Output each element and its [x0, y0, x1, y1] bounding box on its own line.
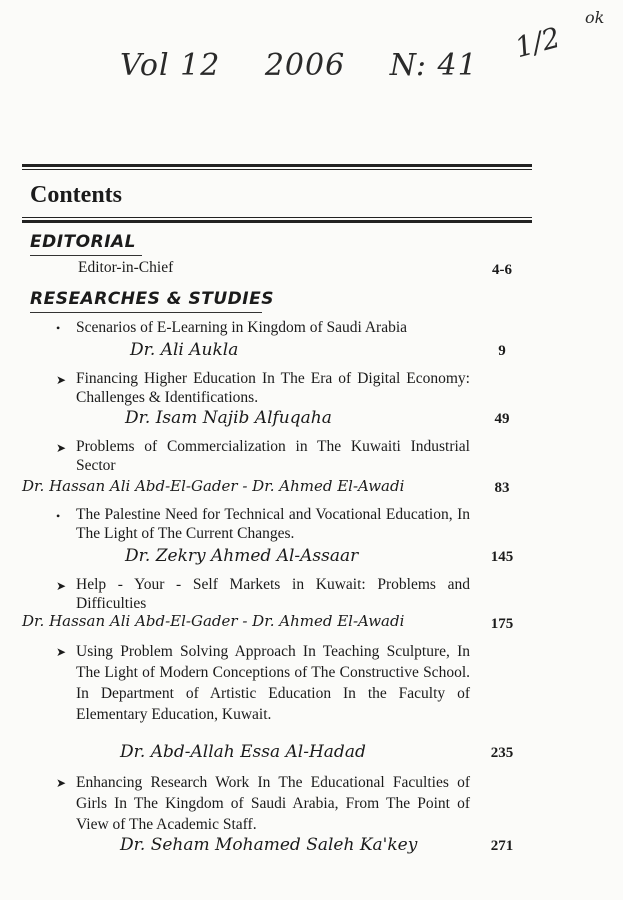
study-item-6-page: 235 [490, 745, 514, 761]
study-item-7-author: Dr. Seham Mohamed Saleh Ka'key [120, 835, 418, 855]
study-item-4-title: The Palestine Need for Technical and Vocational Education, In The Light of The Current Changes. [76, 506, 470, 542]
study-item-7-page: 271 [490, 838, 514, 854]
study-item-1-page: 9 [498, 343, 506, 359]
study-item-2-title: Financing Higher Education In The Era of Digital Economy: Challenges & Identifications. [76, 370, 470, 406]
study-item-7-title: Enhancing Research Work In The Educational Faculties of Girls In The Kingdom of Saudi Arabia, From The Point of View of The Academic Staff. [76, 774, 470, 833]
handwritten-year: 2006 [264, 48, 346, 83]
study-item-5-page: 175 [490, 616, 514, 632]
section-studies-title: RESEARCHES & STUDIES [30, 289, 274, 309]
contents-heading: Contents [30, 182, 123, 208]
section-editorial-title: EDITORIAL [30, 232, 137, 252]
bullet-marker: ➤ [56, 373, 67, 387]
handwritten-page-fraction: 1/2 [511, 20, 564, 65]
section-studies-underline [30, 312, 262, 313]
study-item-3-author: Dr. Hassan Ali Abd-El-Gader - Dr. Ahmed El-Awadi [22, 477, 405, 495]
bullet-marker: • [56, 509, 61, 523]
bullet-marker: ➤ [56, 441, 67, 455]
study-item-3-page: 83 [494, 480, 510, 496]
bullet-marker: • [56, 321, 61, 335]
bullet-marker: ➤ [56, 776, 67, 790]
study-item-6-author: Dr. Abd-Allah Essa Al-Hadad [120, 742, 366, 762]
top-rule-thin [22, 169, 532, 170]
study-item-6-title: Using Problem Solving Approach In Teaching Sculpture, In The Light of Modern Conceptions of The Constructive School. In Department of Artistic Education In the Faculty of Elementary Education, Kuwait. [76, 643, 470, 723]
editorial-pages: 4-6 [492, 262, 512, 278]
study-item-1-author: Dr. Ali Aukla [130, 340, 239, 360]
handwritten-volume: Vol 12 [120, 48, 221, 83]
handwritten-ok-mark: ok [585, 8, 605, 27]
handwritten-issue-note [120, 48, 512, 83]
bullet-marker: ➤ [56, 645, 67, 659]
heading-rule-thick [22, 220, 532, 223]
editorial-entry: Editor-in-Chief [78, 259, 174, 276]
study-item-2-page: 49 [494, 411, 510, 427]
handwritten-number: N: 41 [389, 48, 478, 83]
heading-rule-thin [22, 217, 532, 218]
section-editorial-underline [30, 255, 142, 256]
bullet-marker: ➤ [56, 579, 67, 593]
top-rule-thick [22, 164, 532, 167]
study-item-5-title: Help - Your - Self Markets in Kuwait: Problems and Difficulties [76, 576, 470, 612]
study-item-1-title: Scenarios of E-Learning in Kingdom of Saudi Arabia [76, 319, 408, 336]
study-item-4-author: Dr. Zekry Ahmed Al-Assaar [125, 546, 359, 566]
study-item-2-author: Dr. Isam Najib Alfuqaha [125, 408, 332, 428]
study-item-5-author: Dr. Hassan Ali Abd-El-Gader - Dr. Ahmed El-Awadi [22, 612, 405, 630]
study-item-4-page: 145 [490, 549, 514, 565]
study-item-3-title: Problems of Commercialization in The Kuwaiti Industrial Sector [76, 438, 470, 474]
